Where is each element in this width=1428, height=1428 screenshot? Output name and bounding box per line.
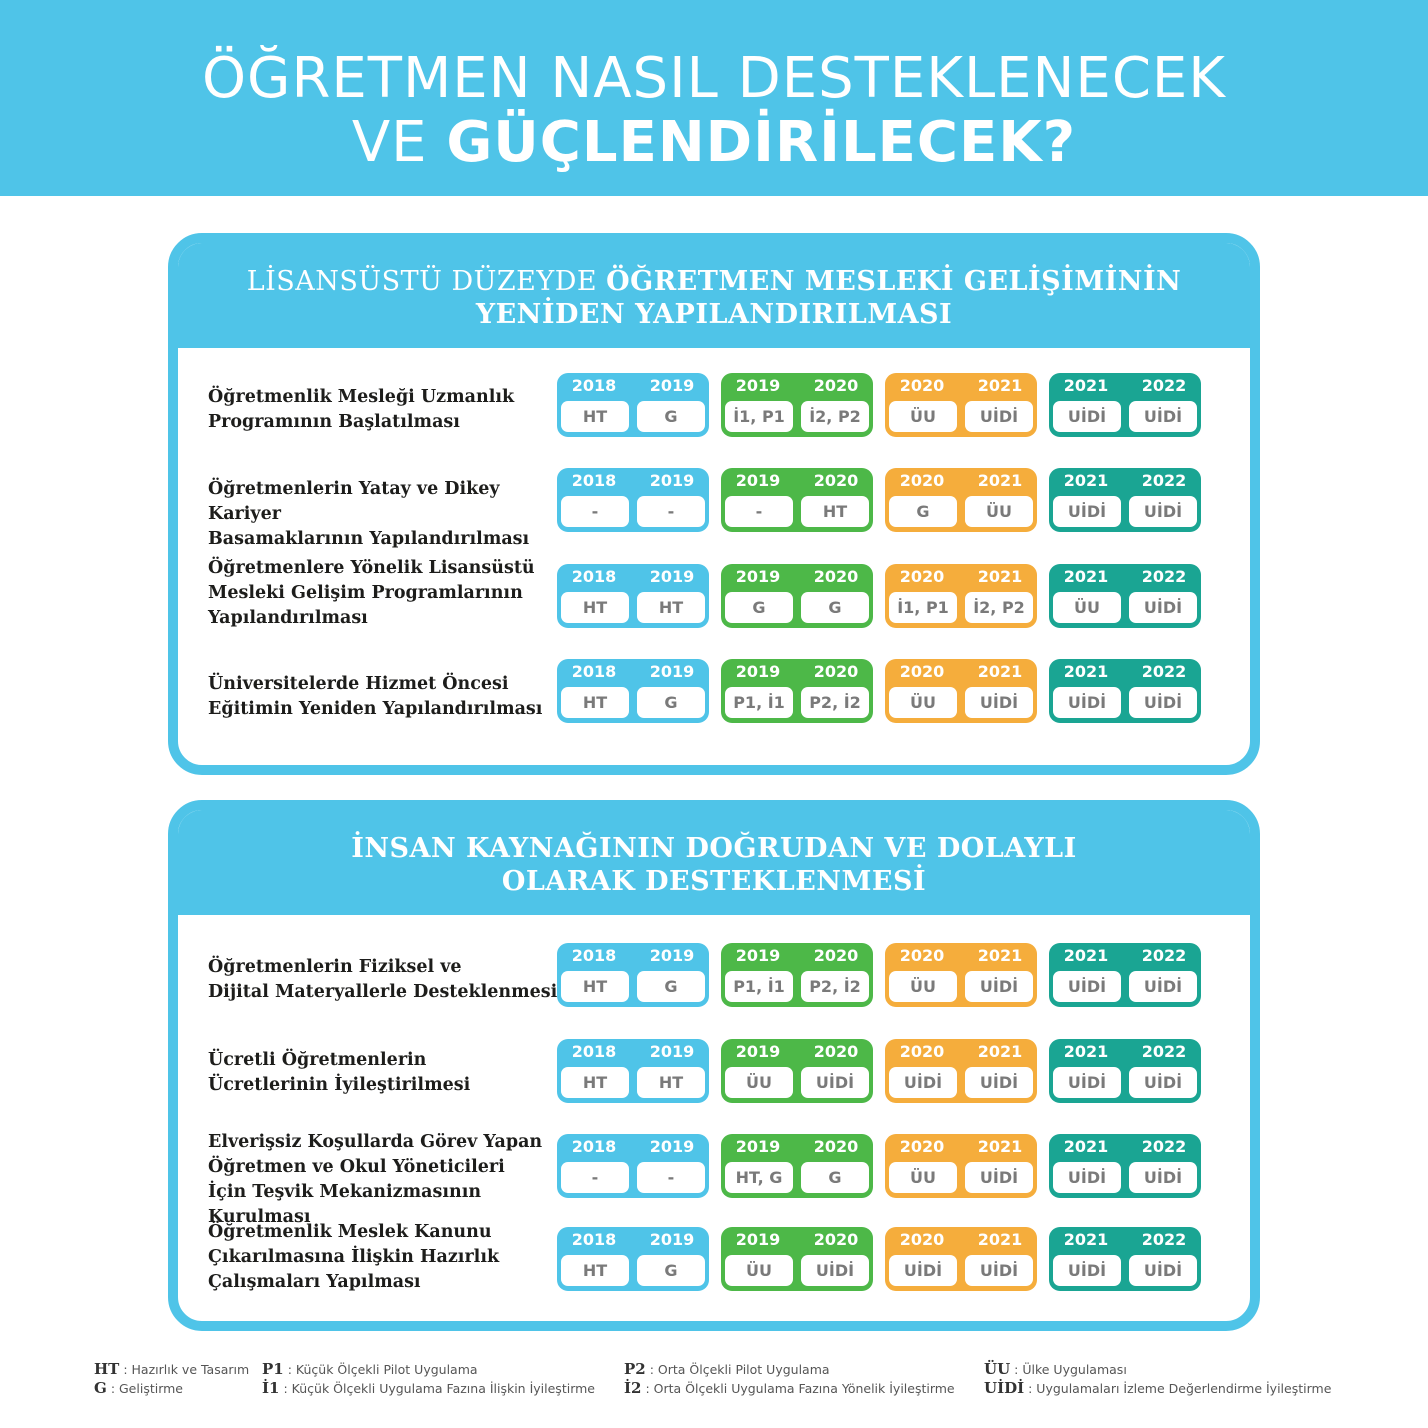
year-label: 2018 <box>571 946 617 965</box>
timeline-row <box>178 1222 1250 1292</box>
phase-group-blue <box>557 468 709 532</box>
phase-value: UİDİ <box>1129 401 1197 432</box>
phase-value: İ1, P1 <box>889 592 957 623</box>
phase-group-teal <box>1049 943 1201 1007</box>
phase-value: G <box>725 592 793 623</box>
row-label-line: Ücretlerinin İyileştirilmesi <box>208 1075 471 1095</box>
timeline-row <box>178 659 1250 723</box>
row-label <box>208 955 558 1005</box>
legend-column <box>984 1360 1331 1398</box>
phase-value: UİDİ <box>1129 592 1197 623</box>
phase-group-blue <box>557 373 709 437</box>
row-label-line: Öğretmenlerin Fiziksel ve <box>208 957 462 977</box>
year-label: 2019 <box>735 946 781 965</box>
phase-value: HT <box>561 401 629 432</box>
year-label: 2020 <box>899 1230 945 1249</box>
phase-value: UİDİ <box>965 401 1033 432</box>
phase-value: - <box>637 1162 705 1193</box>
legend-item <box>262 1360 595 1379</box>
section-title-line2: OLARAK DESTEKLENMESİ <box>501 866 927 897</box>
phase-value: UİDİ <box>1053 1162 1121 1193</box>
row-label <box>208 1048 558 1098</box>
year-label: 2021 <box>977 567 1023 586</box>
row-label-line: Öğretmenlik Meslek Kanunu <box>208 1222 492 1242</box>
phase-value: UİDİ <box>1053 687 1121 718</box>
phase-value: HT <box>637 592 705 623</box>
phase-value: G <box>801 592 869 623</box>
row-label-line: Elverişsiz Koşullarda Görev Yapan <box>208 1132 543 1152</box>
phase-value: HT <box>801 496 869 527</box>
row-label-line: Öğretmen ve Okul Yöneticileri <box>208 1157 505 1177</box>
phase-value: G <box>801 1162 869 1193</box>
row-label-line: İçin Teşvik Mekanizmasının Kurulması <box>208 1182 482 1227</box>
phase-group-blue <box>557 564 709 628</box>
section-title-1 <box>178 243 1250 348</box>
row-label-line: Mesleki Gelişim Programlarının <box>208 583 523 603</box>
phase-value: UİDİ <box>1129 971 1197 1002</box>
year-label: 2019 <box>649 662 695 681</box>
legend-text: : Uygulamaları İzleme Değerlendirme İyileştirme <box>1028 1381 1332 1396</box>
row-label <box>208 1130 558 1230</box>
title-bold: GÜÇLENDİRİLECEK? <box>446 110 1077 175</box>
year-label: 2021 <box>977 946 1023 965</box>
legend-code: ÜU <box>984 1360 1011 1378</box>
row-label-line: Çıkarılmasına İlişkin Hazırlık <box>208 1247 500 1267</box>
legend-column <box>262 1360 595 1398</box>
year-label: 2019 <box>735 1230 781 1249</box>
legend-code: HT <box>94 1360 120 1378</box>
phase-value: UİDİ <box>1053 1067 1121 1098</box>
year-label: 2020 <box>813 567 859 586</box>
year-label: 2021 <box>1063 1230 1109 1249</box>
phase-group-blue <box>557 1039 709 1103</box>
year-label: 2019 <box>649 376 695 395</box>
phase-value: UİDİ <box>965 1067 1033 1098</box>
phase-value: İ2, P2 <box>965 592 1033 623</box>
phase-group-green <box>721 468 873 532</box>
row-label <box>208 1220 558 1295</box>
year-label: 2020 <box>813 946 859 965</box>
row-label-line: Programının Başlatılması <box>208 412 460 432</box>
legend-code: İ1 <box>262 1379 280 1397</box>
phase-value: ÜU <box>889 971 957 1002</box>
phase-group-blue <box>557 943 709 1007</box>
row-label-line: Çalışmaları Yapılması <box>208 1272 421 1292</box>
section-title-line2: YENİDEN YAPILANDIRILMASI <box>475 299 953 330</box>
phase-value: UİDİ <box>965 1162 1033 1193</box>
year-label: 2021 <box>1063 1137 1109 1156</box>
legend-text: : Orta Ölçekli Uygulama Fazına Yönelik İyileştirme <box>645 1381 955 1396</box>
legend-item <box>262 1379 595 1398</box>
year-label: 2019 <box>735 1137 781 1156</box>
phase-value: UİDİ <box>801 1067 869 1098</box>
phase-value: ÜU <box>889 401 957 432</box>
year-label: 2020 <box>899 1042 945 1061</box>
phase-value: G <box>889 496 957 527</box>
row-label-line: Basamaklarının Yapılandırılması <box>208 529 530 549</box>
timeline-row <box>178 558 1250 628</box>
legend-code: İ2 <box>624 1379 642 1397</box>
timeline-row <box>178 1039 1250 1103</box>
phase-value: HT, G <box>725 1162 793 1193</box>
phase-value: İ2, P2 <box>801 401 869 432</box>
phase-group-orange <box>885 943 1037 1007</box>
phase-value: UİDİ <box>1129 687 1197 718</box>
year-label: 2020 <box>899 471 945 490</box>
phase-value: UİDİ <box>965 1255 1033 1286</box>
year-label: 2021 <box>1063 946 1109 965</box>
phase-value: ÜU <box>889 687 957 718</box>
phase-value: - <box>725 496 793 527</box>
phase-value: UİDİ <box>1053 496 1121 527</box>
phase-group-orange <box>885 373 1037 437</box>
phase-group-blue <box>557 659 709 723</box>
year-label: 2019 <box>649 471 695 490</box>
year-label: 2020 <box>813 471 859 490</box>
year-label: 2020 <box>813 376 859 395</box>
year-label: 2020 <box>899 567 945 586</box>
legend-code: UİDİ <box>984 1379 1025 1397</box>
phase-value: ÜU <box>965 496 1033 527</box>
phase-group-green <box>721 1039 873 1103</box>
phase-value: UİDİ <box>1053 971 1121 1002</box>
phase-value: G <box>637 401 705 432</box>
phase-group-teal <box>1049 1039 1201 1103</box>
phase-value: HT <box>561 687 629 718</box>
phase-group-green <box>721 943 873 1007</box>
timeline-row <box>178 1132 1250 1227</box>
legend-item <box>984 1379 1331 1398</box>
year-label: 2020 <box>899 376 945 395</box>
row-label-line: Üniversitelerde Hizmet Öncesi <box>208 674 509 694</box>
year-label: 2021 <box>1063 471 1109 490</box>
year-label: 2019 <box>649 1230 695 1249</box>
legend-item <box>94 1360 249 1379</box>
year-label: 2021 <box>1063 376 1109 395</box>
year-label: 2022 <box>1141 1042 1187 1061</box>
year-label: 2019 <box>735 471 781 490</box>
row-label-line: Öğretmenlere Yönelik Lisansüstü <box>208 558 535 578</box>
section-panel-2 <box>168 800 1260 1331</box>
year-label: 2022 <box>1141 662 1187 681</box>
year-label: 2019 <box>649 1042 695 1061</box>
phase-group-orange <box>885 468 1037 532</box>
legend-text: : Küçük Ölçekli Pilot Uygulama <box>287 1362 478 1377</box>
phase-value: ÜU <box>889 1162 957 1193</box>
legend-column <box>94 1360 249 1398</box>
year-label: 2020 <box>899 662 945 681</box>
phase-group-orange <box>885 564 1037 628</box>
year-label: 2021 <box>977 1230 1023 1249</box>
legend-item <box>624 1360 955 1379</box>
page-header <box>0 0 1428 196</box>
phase-value: UİDİ <box>1053 401 1121 432</box>
phase-value: UİDİ <box>1129 1255 1197 1286</box>
phase-value: İ1, P1 <box>725 401 793 432</box>
phase-value: UİDİ <box>965 687 1033 718</box>
phase-value: UİDİ <box>965 971 1033 1002</box>
legend-text: : Geliştirme <box>110 1381 183 1396</box>
year-label: 2022 <box>1141 567 1187 586</box>
year-label: 2022 <box>1141 1137 1187 1156</box>
year-label: 2022 <box>1141 471 1187 490</box>
year-label: 2019 <box>649 567 695 586</box>
phase-value: UİDİ <box>889 1255 957 1286</box>
phase-group-orange <box>885 659 1037 723</box>
phase-group-green <box>721 659 873 723</box>
phase-value: ÜU <box>1053 592 1121 623</box>
year-label: 2020 <box>813 1137 859 1156</box>
year-label: 2019 <box>735 1042 781 1061</box>
row-label <box>208 556 558 631</box>
phase-value: - <box>561 496 629 527</box>
phase-value: P1, İ1 <box>725 687 793 718</box>
timeline-row <box>178 468 1250 549</box>
phase-value: ÜU <box>725 1255 793 1286</box>
year-label: 2021 <box>1063 567 1109 586</box>
phase-value: UİDİ <box>801 1255 869 1286</box>
phase-group-blue <box>557 1134 709 1198</box>
year-label: 2018 <box>571 376 617 395</box>
legend-code: G <box>94 1379 107 1397</box>
year-label: 2022 <box>1141 1230 1187 1249</box>
row-label-line: Öğretmenlik Mesleği Uzmanlık <box>208 387 515 407</box>
year-label: 2022 <box>1141 946 1187 965</box>
legend-code: P2 <box>624 1360 646 1378</box>
section-title-bold: ÖĞRETMEN MESLEKİ GELİŞİMİNİN <box>606 266 1182 297</box>
row-label-line: Dijital Materyallerle Desteklenmesi <box>208 982 558 1002</box>
year-label: 2018 <box>571 1042 617 1061</box>
year-label: 2020 <box>899 946 945 965</box>
phase-value: HT <box>637 1067 705 1098</box>
page-title-line1: ÖĞRETMEN NASIL DESTEKLENECEK <box>201 46 1227 111</box>
phase-value: ÜU <box>725 1067 793 1098</box>
phase-group-teal <box>1049 564 1201 628</box>
year-label: 2019 <box>735 376 781 395</box>
year-label: 2021 <box>977 662 1023 681</box>
phase-value: HT <box>561 592 629 623</box>
year-label: 2021 <box>1063 662 1109 681</box>
phase-group-teal <box>1049 659 1201 723</box>
year-label: 2020 <box>813 1042 859 1061</box>
phase-value: UİDİ <box>1129 1067 1197 1098</box>
legend-item <box>624 1379 955 1398</box>
timeline-row <box>178 943 1250 1007</box>
year-label: 2021 <box>977 1137 1023 1156</box>
year-label: 2018 <box>571 471 617 490</box>
legend-text: : Küçük Ölçekli Uygulama Fazına İlişkin İyileştirme <box>283 1381 595 1396</box>
legend-text: : Ülke Uygulaması <box>1014 1362 1127 1377</box>
phase-value: G <box>637 1255 705 1286</box>
row-label-line: Ücretli Öğretmenlerin <box>208 1050 427 1070</box>
legend-code: P1 <box>262 1360 284 1378</box>
year-label: 2022 <box>1141 376 1187 395</box>
phase-group-green <box>721 564 873 628</box>
row-label <box>208 672 558 722</box>
legend-text: : Orta Ölçekli Pilot Uygulama <box>649 1362 830 1377</box>
page-title-line2 <box>0 110 1428 175</box>
year-label: 2020 <box>813 662 859 681</box>
row-label-line: Yapılandırılması <box>208 608 368 628</box>
year-label: 2021 <box>977 1042 1023 1061</box>
phase-group-green <box>721 373 873 437</box>
phase-value: P2, İ2 <box>801 687 869 718</box>
timeline-row <box>178 373 1250 437</box>
phase-value: G <box>637 687 705 718</box>
phase-value: HT <box>561 1255 629 1286</box>
phase-group-teal <box>1049 468 1201 532</box>
phase-value: HT <box>561 971 629 1002</box>
year-label: 2019 <box>649 1137 695 1156</box>
phase-value: - <box>561 1162 629 1193</box>
legend-item <box>94 1379 249 1398</box>
legend-item <box>984 1360 1331 1379</box>
phase-value: UİDİ <box>1129 496 1197 527</box>
phase-value: UİDİ <box>889 1067 957 1098</box>
phase-value: P1, İ1 <box>725 971 793 1002</box>
year-label: 2018 <box>571 567 617 586</box>
year-label: 2020 <box>813 1230 859 1249</box>
year-label: 2021 <box>977 471 1023 490</box>
phase-group-green <box>721 1134 873 1198</box>
phase-value: UİDİ <box>1129 1162 1197 1193</box>
row-label-line: Öğretmenlerin Yatay ve Dikey Kariyer <box>208 479 500 524</box>
phase-group-blue <box>557 1227 709 1291</box>
row-label <box>208 477 558 552</box>
year-label: 2021 <box>977 376 1023 395</box>
legend-text: : Hazırlık ve Tasarım <box>123 1362 250 1377</box>
title-light: VE <box>351 110 447 175</box>
year-label: 2019 <box>649 946 695 965</box>
year-label: 2018 <box>571 662 617 681</box>
phase-value: - <box>637 496 705 527</box>
section-title-2 <box>178 810 1250 915</box>
section-title-light: LİSANSÜSTÜ DÜZEYDE <box>246 266 607 297</box>
row-label <box>208 385 558 435</box>
year-label: 2018 <box>571 1137 617 1156</box>
legend-column <box>624 1360 955 1398</box>
row-label-line: Eğitimin Yeniden Yapılandırılması <box>208 699 543 719</box>
phase-group-green <box>721 1227 873 1291</box>
year-label: 2018 <box>571 1230 617 1249</box>
year-label: 2021 <box>1063 1042 1109 1061</box>
phase-group-orange <box>885 1134 1037 1198</box>
year-label: 2019 <box>735 662 781 681</box>
phase-group-orange <box>885 1227 1037 1291</box>
year-label: 2019 <box>735 567 781 586</box>
year-label: 2020 <box>899 1137 945 1156</box>
section-panel-1 <box>168 233 1260 775</box>
phase-value: P2, İ2 <box>801 971 869 1002</box>
phase-value: HT <box>561 1067 629 1098</box>
phase-value: UİDİ <box>1053 1255 1121 1286</box>
section-title-bold: İNSAN KAYNAĞININ DOĞRUDAN VE DOLAYLI <box>351 833 1077 864</box>
phase-group-teal <box>1049 1134 1201 1198</box>
phase-group-orange <box>885 1039 1037 1103</box>
phase-group-teal <box>1049 373 1201 437</box>
phase-group-teal <box>1049 1227 1201 1291</box>
phase-value: G <box>637 971 705 1002</box>
